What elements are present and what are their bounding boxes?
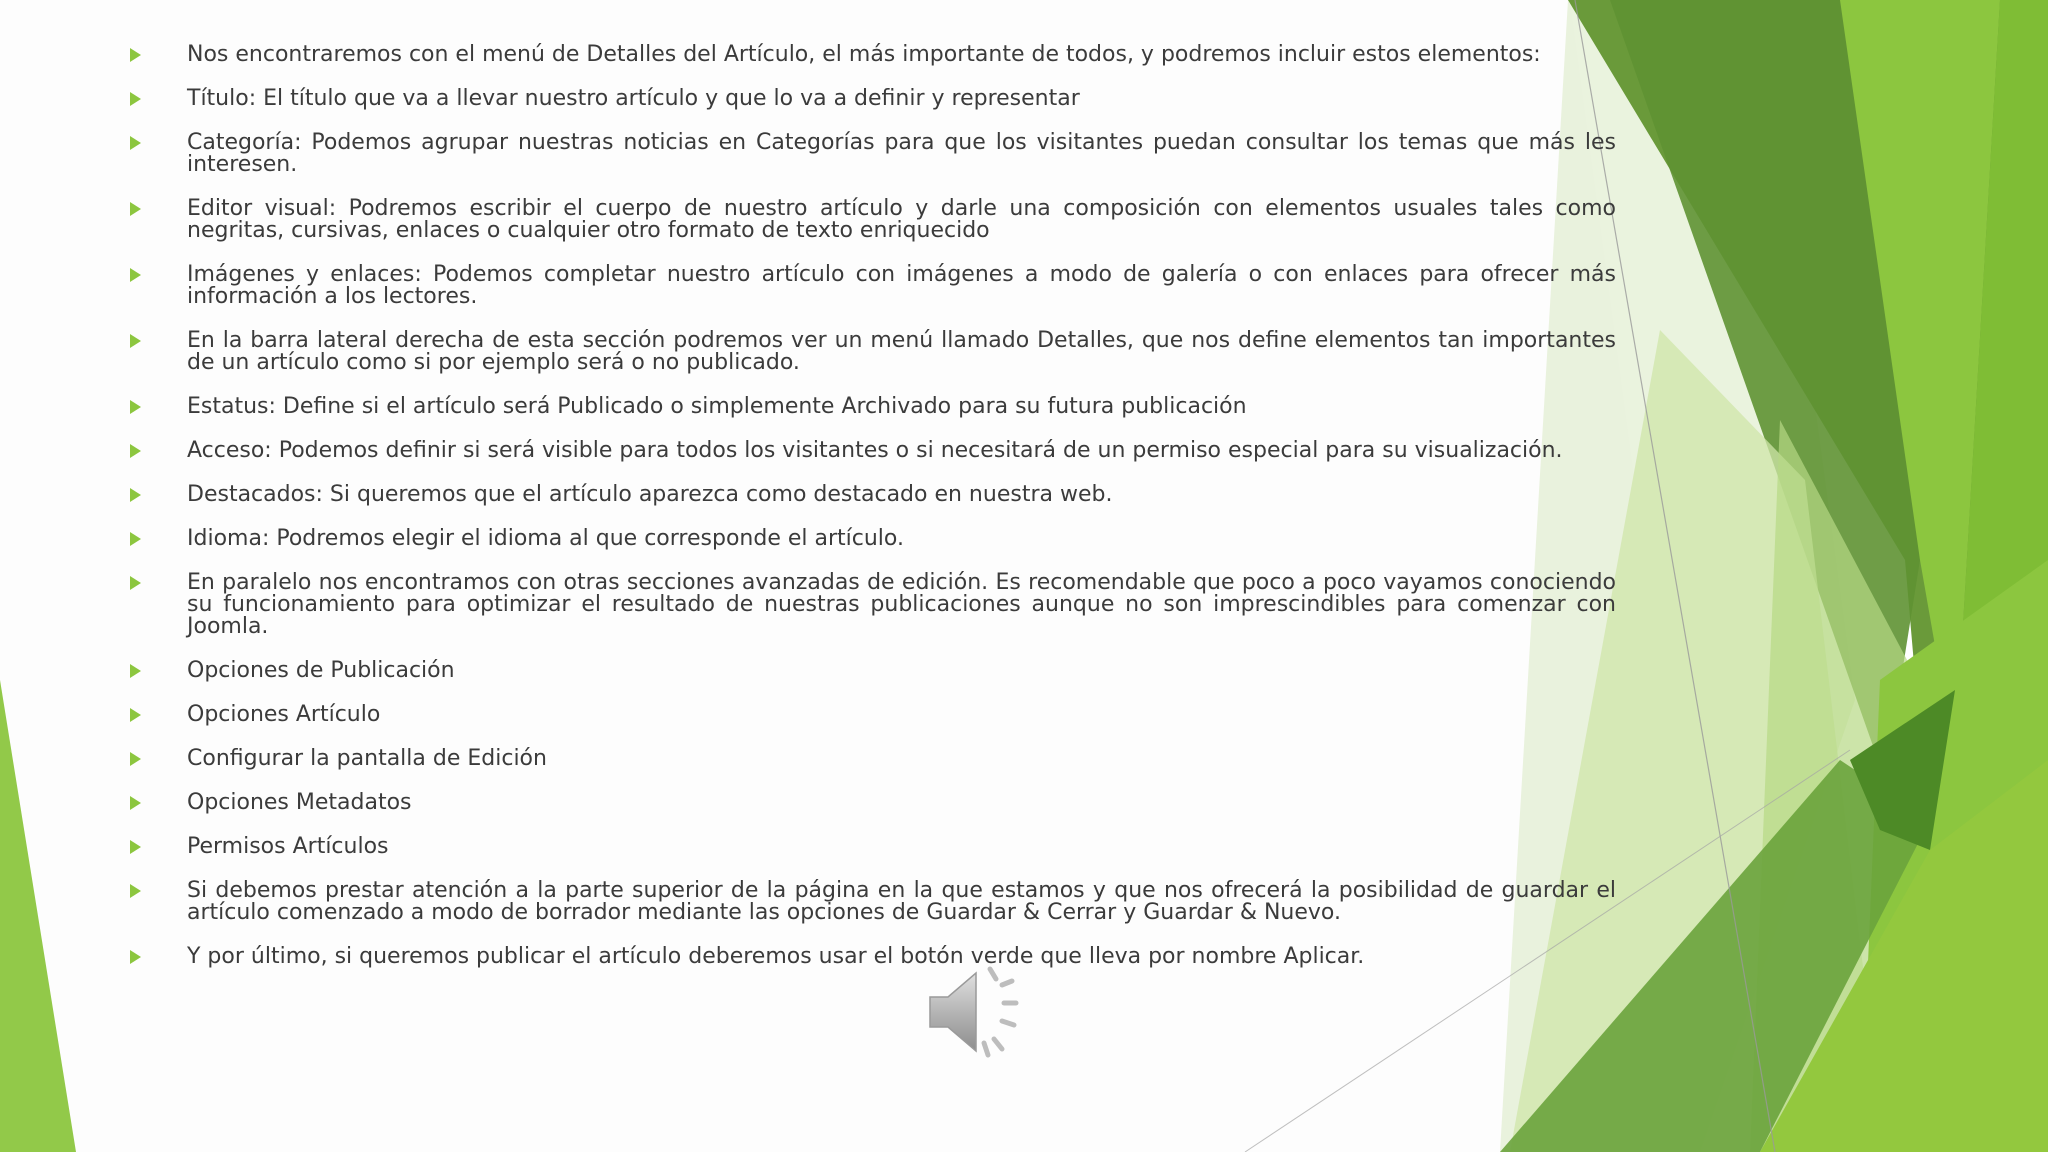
bullet-item bbox=[126, 528, 1616, 550]
triangle-bullet-icon bbox=[130, 268, 141, 282]
speaker-icon[interactable] bbox=[924, 963, 1030, 1061]
triangle-bullet-icon bbox=[130, 840, 141, 854]
triangle-bullet-icon bbox=[130, 664, 141, 678]
bullet-text: Categoría: Podemos agrupar nuestras noticias en Categorías para que los visitantes puedan consultar los temas que más les interesen. bbox=[187, 130, 1616, 177]
triangle-bullet-icon bbox=[130, 400, 141, 414]
bullet-list bbox=[126, 44, 1616, 990]
bullet-text: Imágenes y enlaces: Podemos completar nuestro artículo con imágenes a modo de galería o con enlaces para ofrecer más información a los lectores. bbox=[187, 262, 1616, 309]
bullet-item bbox=[126, 132, 1616, 176]
bullet-text: Permisos Artículos bbox=[187, 834, 389, 859]
bullet-item bbox=[126, 484, 1616, 506]
bullet-text: Idioma: Podremos elegir el idioma al que corresponde el artículo. bbox=[187, 526, 904, 551]
bullet-text: Opciones Artículo bbox=[187, 702, 381, 727]
triangle-bullet-icon bbox=[130, 334, 141, 348]
bullet-item bbox=[126, 880, 1616, 924]
bullet-item bbox=[126, 264, 1616, 308]
bullet-item bbox=[126, 572, 1616, 638]
bullet-text: Opciones de Publicación bbox=[187, 658, 455, 683]
bullet-item bbox=[126, 704, 1616, 726]
bullet-item bbox=[126, 44, 1616, 66]
bullet-text: Editor visual: Podremos escribir el cuerpo de nuestro artículo y darle una composición con elementos usuales tales como negritas, cursivas, enlaces o cualquier otro formato de texto enriquecido bbox=[187, 196, 1616, 243]
bullet-text: Acceso: Podemos definir si será visible para todos los visitantes o si necesitará de un permiso especial para su visualización. bbox=[187, 438, 1563, 463]
bullet-item bbox=[126, 748, 1616, 770]
bullet-item bbox=[126, 836, 1616, 858]
bullet-item bbox=[126, 330, 1616, 374]
bullet-item bbox=[126, 946, 1616, 968]
bullet-item bbox=[126, 792, 1616, 814]
triangle-bullet-icon bbox=[130, 202, 141, 216]
triangle-bullet-icon bbox=[130, 136, 141, 150]
bullet-text: Y por último, si queremos publicar el artículo deberemos usar el botón verde que lleva por nombre Aplicar. bbox=[187, 944, 1365, 969]
triangle-bullet-icon bbox=[130, 884, 141, 898]
triangle-bullet-icon bbox=[130, 488, 141, 502]
triangle-bullet-icon bbox=[130, 708, 141, 722]
bullet-item bbox=[126, 88, 1616, 110]
bullet-item bbox=[126, 198, 1616, 242]
triangle-bullet-icon bbox=[130, 796, 141, 810]
triangle-bullet-icon bbox=[130, 532, 141, 546]
bullet-text: Configurar la pantalla de Edición bbox=[187, 746, 547, 771]
triangle-bullet-icon bbox=[130, 576, 141, 590]
bullet-text: Opciones Metadatos bbox=[187, 790, 412, 815]
bullet-text: En la barra lateral derecha de esta sección podremos ver un menú llamado Detalles, que nos define elementos tan importantes de un artículo como si por ejemplo será o no publicado. bbox=[187, 328, 1616, 375]
bullet-text: Estatus: Define si el artículo será Publicado o simplemente Archivado para su futura publicación bbox=[187, 394, 1247, 419]
triangle-bullet-icon bbox=[130, 950, 141, 964]
triangle-bullet-icon bbox=[130, 92, 141, 106]
bullet-item bbox=[126, 660, 1616, 682]
triangle-bullet-icon bbox=[130, 444, 141, 458]
triangle-bullet-icon bbox=[130, 752, 141, 766]
bullet-text: Título: El título que va a llevar nuestro artículo y que lo va a definir y representar bbox=[187, 86, 1080, 111]
bullet-item bbox=[126, 440, 1616, 462]
bullet-item bbox=[126, 396, 1616, 418]
bullet-text: Destacados: Si queremos que el artículo aparezca como destacado en nuestra web. bbox=[187, 482, 1113, 507]
bullet-text: Nos encontraremos con el menú de Detalles del Artículo, el más importante de todos, y podremos incluir estos elementos: bbox=[187, 42, 1541, 67]
triangle-bullet-icon bbox=[130, 48, 141, 62]
bullet-text: En paralelo nos encontramos con otras secciones avanzadas de edición. Es recomendable que poco a poco vayamos conociendo su funcionamiento para optimizar el resultado de nuestras publicaciones aunque no son imprescindibles para comenzar con Joomla. bbox=[187, 570, 1616, 639]
bullet-text: Si debemos prestar atención a la parte superior de la página en la que estamos y que nos ofrecerá la posibilidad de guardar el artículo comenzado a modo de borrador mediante las opciones de Guardar & Cerrar y Guardar & Nuevo. bbox=[187, 878, 1616, 925]
